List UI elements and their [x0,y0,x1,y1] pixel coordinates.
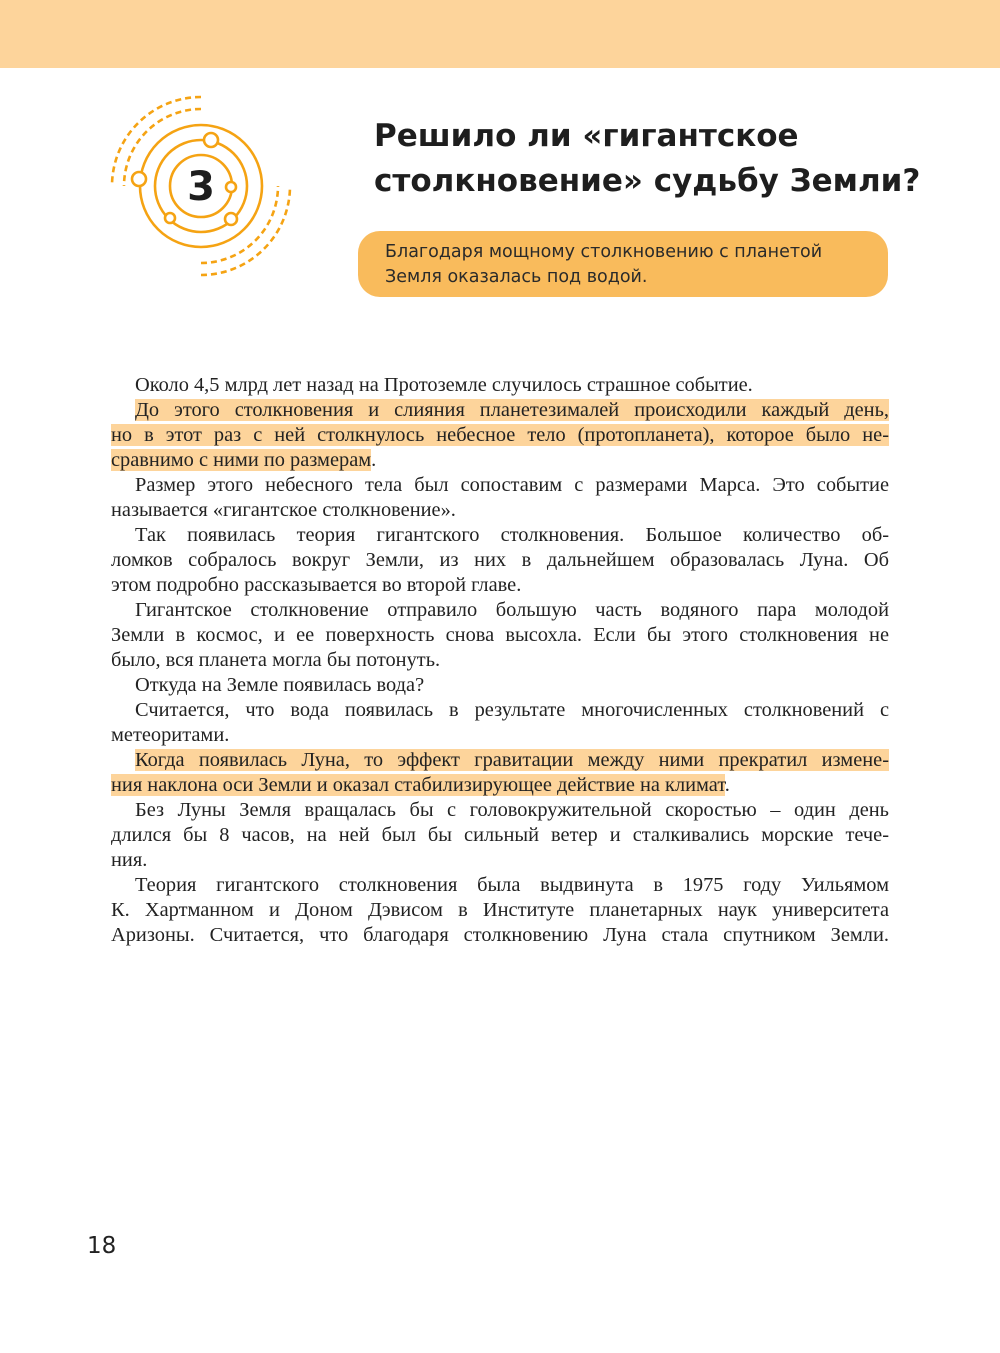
text-line: длился бы 8 часов, на ней был бы сильный ветер и сталкивались морские тече- [111,824,889,846]
text-line: Земли в космос, и ее поверхность снова высохла. Если бы этого столкновения не [111,624,889,646]
text-line: ломков собралось вокруг Земли, из них в дальнейшем образовалась Луна. Об [111,549,889,571]
orbit-icon [100,90,300,280]
highlight: но в этот раз с ней столкнулось небесное тело (протопланета), которое было не- [111,424,889,446]
text-line: Откуда на Земле появилась вода? [135,674,425,696]
text-line [111,423,889,448]
text-line: Размер этого небесного тела был сопоставим с размерами Марса. Это событие [135,474,889,496]
highlight: Когда появилась Луна, то эффект гравитации между ними прекратил измене- [135,749,889,771]
lead-callout [358,231,888,297]
text-line [111,773,889,798]
text-line: Считается, что вода появилась в результате многочисленных столкновений с [135,699,889,721]
highlight: сравнимо с ними по размерам [111,449,372,471]
text-line: Гигантское столкновение отправило большую часть водяного пара молодой [135,599,889,621]
text-line: Так появилась теория гигантского столкновения. Большое количество об- [135,524,889,546]
lead-line: Благодаря мощному столкновению с планетой [385,242,823,262]
lead-line: Земля оказалась под водой. [385,267,648,287]
page-number: 18 [87,1233,117,1259]
punctuation: . [724,774,730,796]
text-line: Без Луны Земля вращалась бы с головокружительной скоростью – один день [135,799,889,821]
chapter-number: 3 [187,164,215,210]
text-line: называется «гигантское столкновение». [111,499,456,521]
text-line: этом подробно рассказывается во второй главе. [111,574,522,596]
title-line: Решило ли «гигантское [374,118,799,154]
text-line: метеоритами. [111,724,230,746]
highlight: До этого столкновения и слияния планетезималей происходили каждый день, [135,399,889,421]
text-line: К. Хартманном и Доном Дэвисом в Институте планетарных наук университета [111,899,889,921]
punctuation: . [371,449,377,471]
text-line: было, вся планета могла бы потонуть. [111,649,441,671]
text-line [111,398,889,423]
text-line: Около 4,5 млрд лет назад на Протоземле случилось страшное событие. [135,374,753,396]
highlight: ния наклона оси Земли и оказал стабилизирующее действие на климат [111,774,725,796]
text-line [111,448,889,473]
text-line: Аризоны. Считается, что благодаря столкновению Луна стала спутником Земли. [111,924,889,946]
body-text [111,373,889,948]
page-title [374,114,934,204]
header-band [0,0,1000,68]
title-line: столкновение» судьбу Земли? [374,163,921,199]
text-line: ния. [111,849,148,871]
text-line [111,748,889,773]
text-line: Теория гигантского столкновения была выдвинута в 1975 году Уильямом [135,874,889,896]
